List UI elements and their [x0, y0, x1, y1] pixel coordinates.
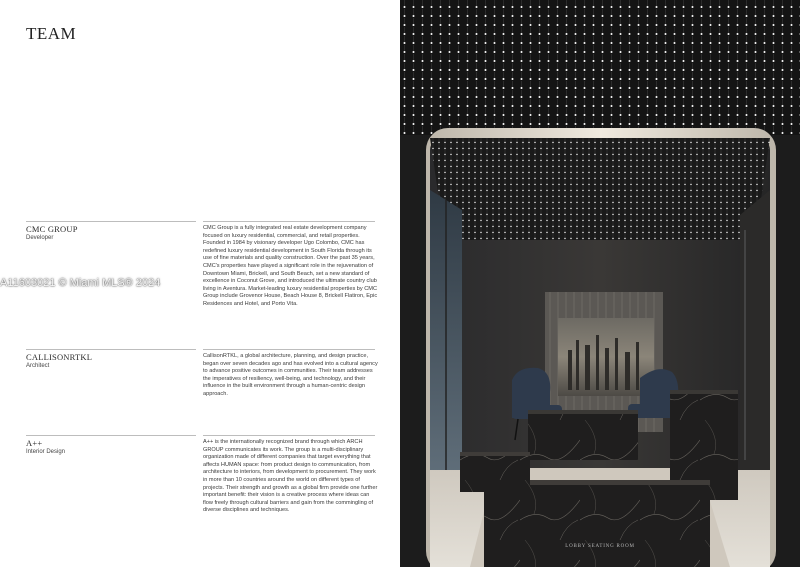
section-divider	[203, 349, 375, 350]
page-title: TEAM	[26, 24, 77, 43]
lobby-illustration	[400, 0, 800, 567]
team-member-role: Interior Design	[26, 449, 66, 455]
photo-caption: LOBBY SEATING ROOM	[565, 544, 635, 549]
team-member-name: CMC GROUP	[26, 224, 78, 234]
section-divider	[203, 435, 375, 436]
team-member-description: A++ is the internationally recognized brand through which ARCH GROUP communicates its work. The group is a multi-disciplinary organization made of different companies that target everything that affects HUMAN space: from product design to communication, from architecture to interiors, from development to procurement. They work in more than 10 countries around the world on different types of projects. Their strength and growth as a global firm provide one further important benefit: their vision is a creative process where ideas can flow freely through cultural barriers and gain from the commingling of diverse disciplines and techniques.	[203, 439, 378, 514]
lobby-photo	[400, 0, 800, 567]
section-divider	[26, 349, 196, 350]
section-divider	[203, 221, 375, 222]
section-divider	[26, 435, 196, 436]
section-divider	[26, 221, 196, 222]
team-member-description: CMC Group is a fully integrated real estate development company focused on luxury residential, commercial, and retail properties. Founded in 1984 by visionary developer Ugo Colombo, CMC has redefined luxury residential development in South Florida through its use of fine materials and quality construction. Over the past 35 years, CMC's properties have played a significant role in the rejuvenation of Downtown Miami, Brickell, and South Beach, set a new standard of excellence in Coconut Grove, and introduced the ultimate country club living in Aventura. Market-leading luxury residential properties by CMC Group include Grovenor House, Beach House 8, Brickell Flatiron, Epic Residences and Hotel, and Porto Vita.	[203, 225, 378, 307]
team-member-role: Developer	[26, 235, 54, 241]
team-member-role: Architect	[26, 363, 50, 369]
team-member-name: CALLISONRTKL	[26, 352, 93, 362]
team-member-description: CallisonRTKL, a global architecture, planning, and design practice, began over seven decades ago and has evolved into a cultural agency to advance positive outcomes in communities. Their team addresses the imperatives of resiliency, well-being, and technology, and their influence in the built environment through a human-centric design approach.	[203, 353, 378, 397]
mls-watermark: A11603021 © Miami MLS® 2024	[0, 277, 161, 289]
team-member-name: A++	[26, 438, 43, 448]
